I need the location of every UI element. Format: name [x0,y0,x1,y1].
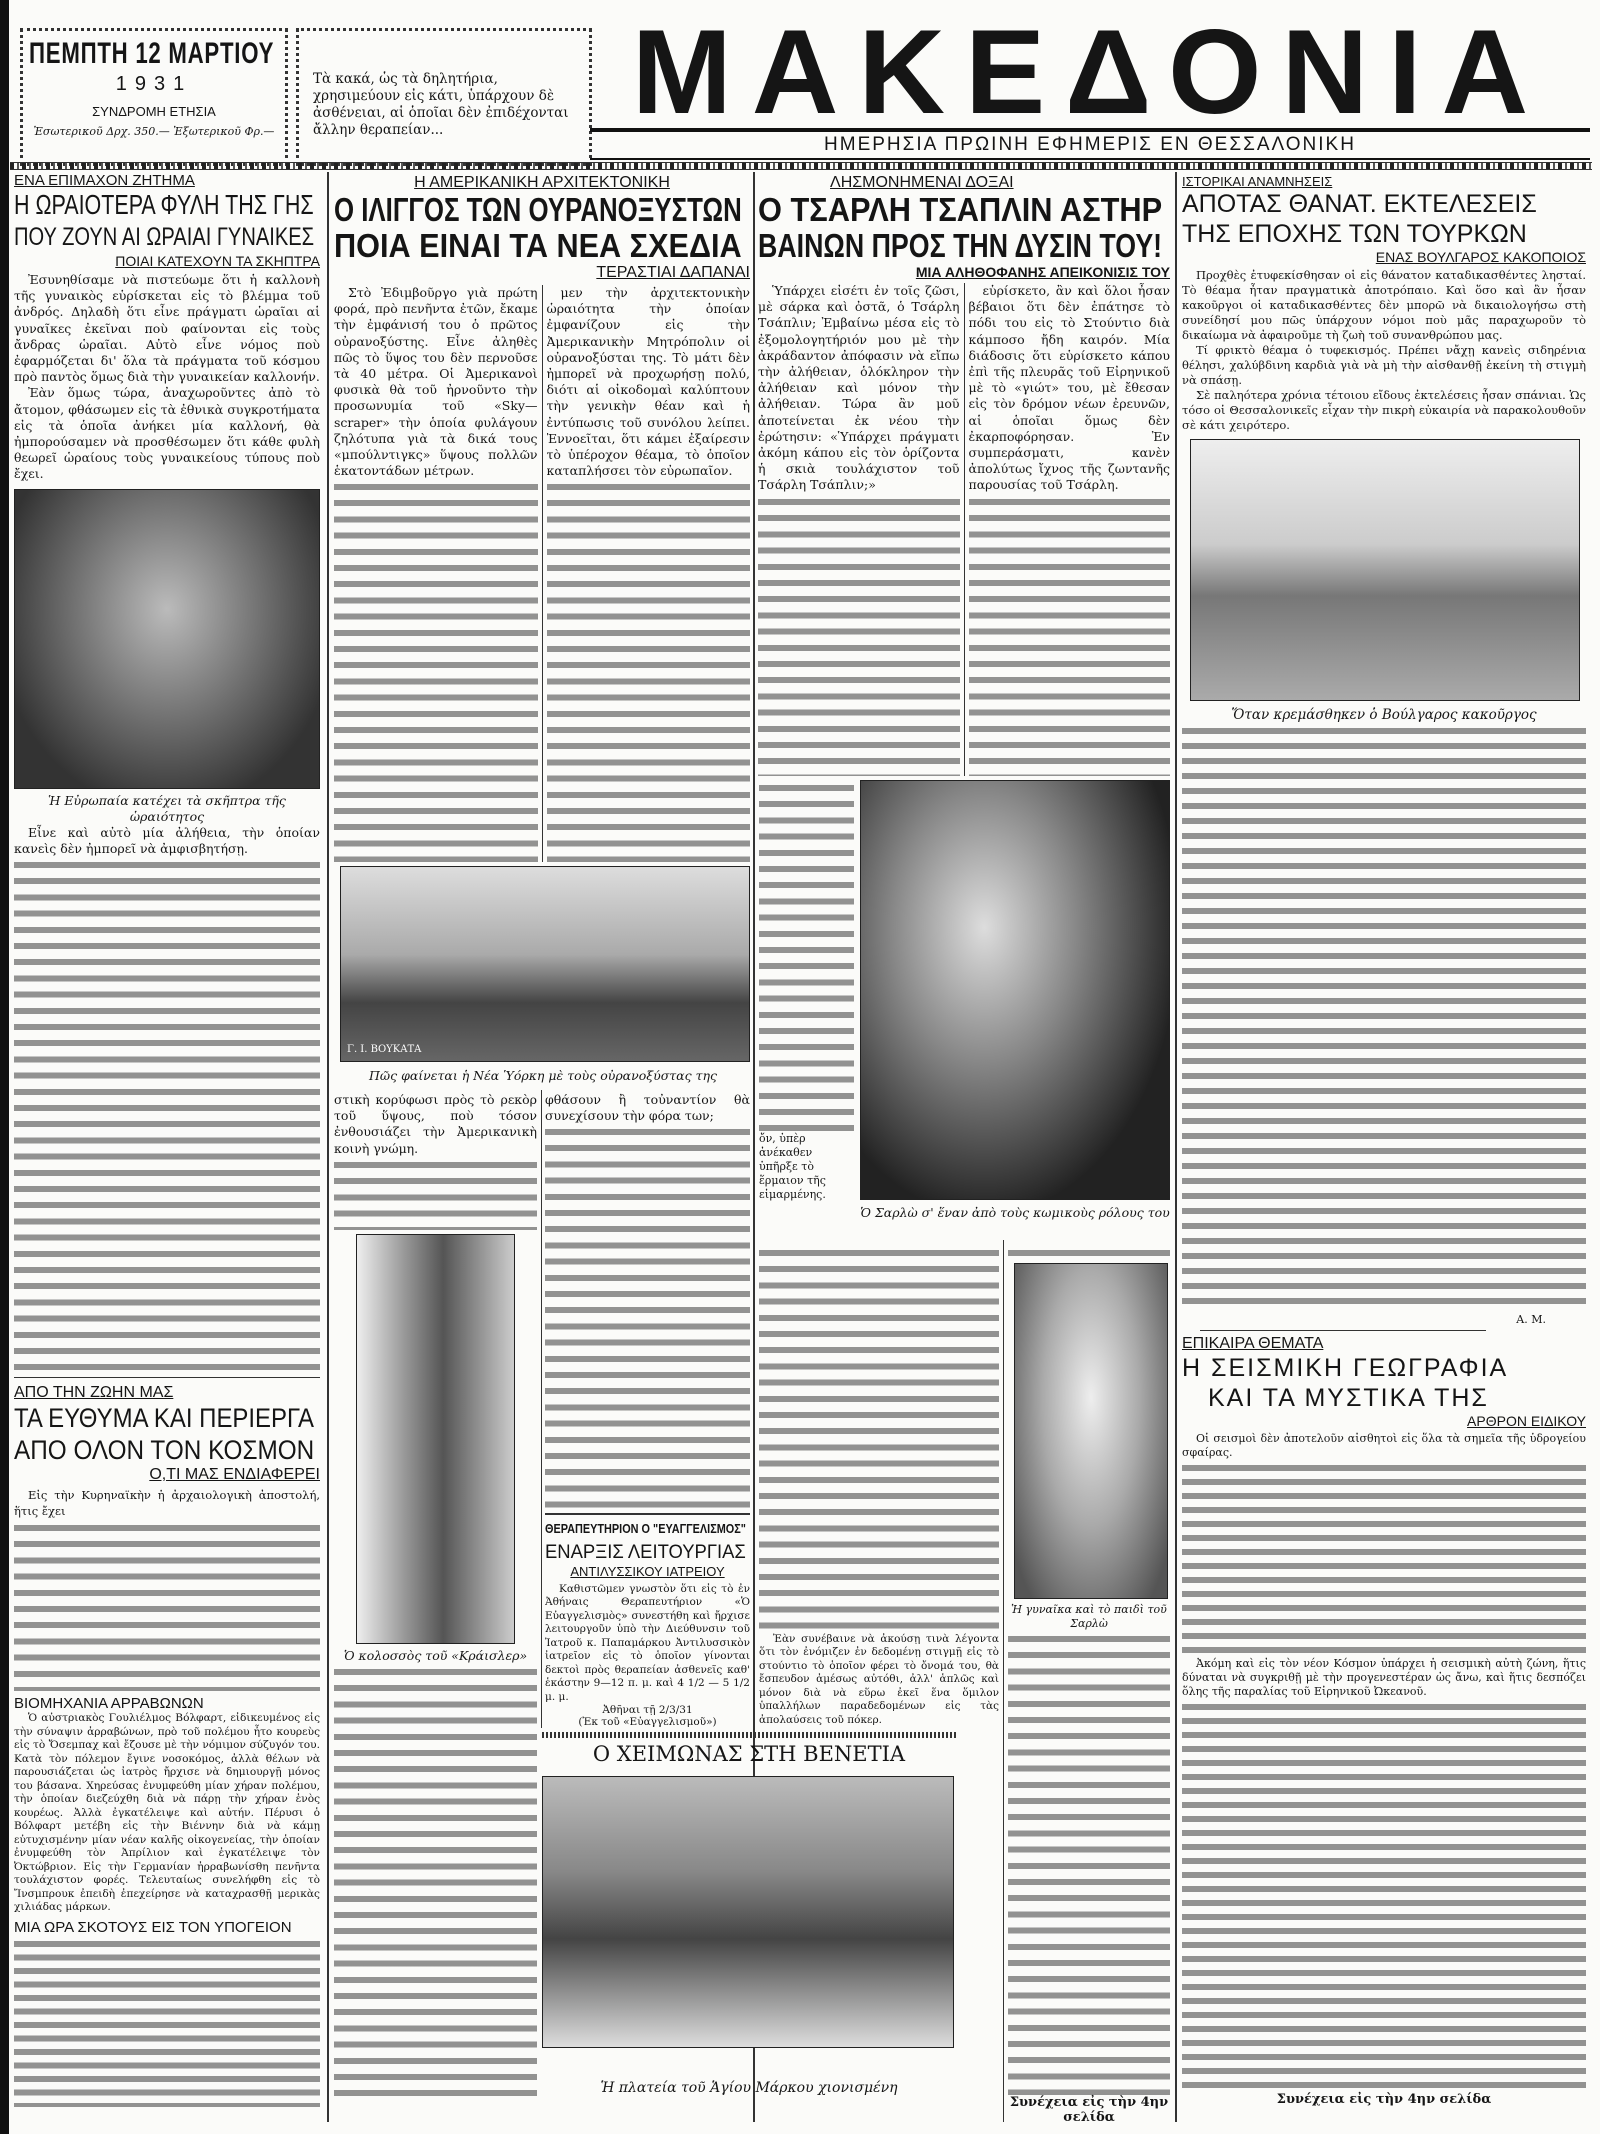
headline [1182,1353,1586,1383]
headline [14,221,320,253]
announcement-body: Καθιστῶμεν γνωστὸν ὅτι εἰς τὸ ἐν Ἀθήναις Θεραπευτήριον «Ὁ Εὐαγγελισμὸς» συνεστήθη καὶ ἤρχισε λειτουργοῦν ὑπὸ τὴν Διεύθυνσιν τοῦ Ἰατροῦ κ. Παπαμάρκου Ἀντιλυσσικὸν ἰατρεῖον εἰς τὸ ὁποῖον γίνονται δεκτοὶ πρὸς θεραπείαν ἀσθενεῖς καθ' ἑκάστην 9—12 π. μ. καὶ 4 1/2 — 5 1/2 μ. μ. [545,1582,750,1703]
photo-credit: Γ. Ι. ΒΟΥΚΑΤΑ [347,1044,422,1055]
paragraph: Προχθὲς ἐτυφεκίσθησαν οἱ εἰς θάνατον καταδικασθέντες λησταί. Τὸ θέαμα ἦταν πραγματικὰ ἀποτρόπαιο. Καὶ ὅσο καὶ ἂν ἦσαν κακοῦργοι οἱ καταδικασθέντες δὲν μπορῶ νὰ δικαιολογήσω στὴ συνείδησί μου πῶς ὑπάρχουν νόμοι ποὺ μᾶς παραχωροῦν τὸ δικαίωμα νὰ ἀφαιροῦμε τὴ ζωὴ τοῦ συνανθρώπου μας. [1182,268,1586,342]
subheadline: ΠΟΙΑΙ ΚΑΤΕΧΟΥΝ ΤΑ ΣΚΗΠΤΡΑ [115,253,320,269]
new-york-skyline-photo [340,866,750,1062]
article-body-text [1182,1699,1586,2092]
clinic-announcement [545,1513,750,1729]
issue-date [29,37,279,71]
column-3-lower-right [1008,1245,1170,2125]
headline-text: ΠΟΙΑ ΕΙΝΑΙ ΤΑ ΝΕΑ ΣΧΕΔΙΑ [334,227,742,264]
subheadline: ΑΡΘΡΟΝ ΕΙΔΙΚΟΥ [1467,1413,1586,1429]
divider [14,1377,320,1378]
article-body-text [758,494,960,776]
subscription-label: ΣΥΝΔΡΟΜΗ ΕΤΗΣΙΑ [92,104,216,119]
article-body-text [334,1157,537,1230]
article-body: Οἱ σεισμοὶ δὲν ἀποτελοῦν αἰσθητοὶ εἰς ὅλα τὰ σημεῖα τῆς ὑδρογείου σφαίρας. [1182,1432,1586,1459]
column-rule [1003,1240,1004,2122]
headline-text: Η ΩΡΑΙΟΤΕΡΑ ΦΥΛΗ ΤΗΣ ΓΗΣ [14,189,314,220]
headline-text: ΤΗΣ ΕΠΟΧΗΣ ΤΩΝ ΤΟΥΡΚΩΝ [1182,220,1527,248]
column-4 [1182,174,1586,2107]
issue-date-text: ΠΕΜΠΤΗ 12 ΜΑΡΤΙΟΥ [29,37,275,70]
article-columns [334,285,750,862]
article-body-text [759,1245,999,1633]
article-body-text [759,780,854,1132]
masthead-text: ΜΑΚΕΔΟΝΙΑ [631,5,1549,139]
woman-portrait-photo [14,489,320,789]
column-rule [1175,172,1177,2122]
announcement-source: (Ἐκ τοῦ «Εὐαγγελισμοῦ») [578,1716,717,1728]
kicker: ΑΠΟ ΤΗΝ ΖΩΗΝ ΜΑΣ [14,1384,174,1402]
article-body-text [545,1124,750,1508]
headline-text: Ο ΙΛΙΓΓΟΣ ΤΩΝ ΟΥΡΑΝΟΞΥΣΤΩΝ [334,191,742,228]
issue-year: 1931 [115,73,193,95]
photo-caption: Ἡ Εὐρωπαία κατέχει τὰ σκῆπτρα τῆς ὡραιότητος [48,792,286,824]
headline [334,192,750,228]
article-body-text [14,857,320,1371]
announcement-subheadline: ΑΝΤΙΛΥΣΣΙΚΟΥ ΙΑΤΡΕΙΟΥ [570,1563,725,1579]
section-heading: ΒΙΟΜΗΧΑΝΙΑ ΑΡΡΑΒΩΝΩΝ [14,1695,204,1713]
column-rule [327,172,329,2122]
masthead [590,5,1590,139]
column-3-narrow [759,780,854,1202]
headline [334,228,750,264]
column-3-lower-left [759,1245,999,1727]
article-body-text [1182,723,1586,1313]
article-body: Ὑπάρχει εἰσέτι ἐν τοῖς ζῶσι, μὲ σάρκα καὶ ὀστᾶ, ὁ Τσάρλη Τσάπλιν; Ἐμβαίνω μέσα εἰς τὸ ἐξομολογητήριόν μου μὲ τὴν ἀκράδαντον ἀπόφασιν νὰ εἴπω τὴν ἀλήθειαν, ὁλόκληρον τὴν ἀλήθειαν καὶ μόνον τὴν ἀλήθειαν. Τώρα ἂν μοῦ ἀποτείνεται ἐκ νέου τὴν ἐρώτησιν: «Ὑπάρχει πράγματι ἀκόμη κάπου εἰς τὸν ὁρίζοντα ἡ σκιὰ τουλάχιστον τοῦ Τσάρλη Τσάπλιν;» [758,283,960,493]
article-body: ὄν, ὑπὲρ ἀνέκαθεν ὑπῆρξε τὸ ἕρμαιον τῆς εἱμαρμένης. [759,1132,826,1201]
article-body: Εἶνε καὶ αὐτὸ μία ἀλήθεια, τὴν ὁποίαν κανεὶς δὲν ἠμπορεῖ νὰ ἀμφισβητήσῃ. [14,824,320,856]
subcolumn [969,283,1171,776]
headline [758,228,1170,264]
continued-on-page-link[interactable]: Συνέχεια εἰς τὴν 4ην σελίδα [1009,2095,1169,2125]
subheadline: ΕΝΑΣ ΒΟΥΛΓΑΡΟΣ ΚΑΚΟΠΟΙΟΣ [1375,249,1586,265]
subcolumn [547,285,751,862]
column-rule [541,1090,542,1728]
headline [758,192,1170,228]
article-body: εὑρίσκετο, ἂν καὶ ὅλοι ἦσαν βέβαιοι ὅτι δὲν ἐπάτησε τὸ πόδι του εἰς τὸ Στούντιο διὰ κάμποσο ἤδη καιρόν. Μία διάδοσις ὅτι εὑρίσκετο κάπου ἐπὶ τῆς πλευρᾶς τοῦ Εἰρηνικοῦ μὲ τὸ «γιώτ» του, μὲ ἔθεσαν εἰς τὸν δρόμον νέων ἐρευνῶν, αἱ ὁποῖαι ὅμως δὲν ἐκαρποφόρησαν. Ἐν συμπεράσματι, κανὲν ἀπολύτως ἴχνος τῆς ζωντανῆς παρουσίας τοῦ Τσάρλη. [968,283,1170,493]
headline-text: ΑΠΟΤΑΣ ΘΑΝΑΤ. ΕΚΤΕΛΕΣΕΙΣ [1182,190,1537,218]
author-signature: Α. Μ. [1516,1313,1546,1326]
article-body: φθάσουν ἢ τοὐναντίον θὰ συνεχίσουν τὴν φόρα των; [545,1092,750,1124]
photo-caption: Ὁ κολοσσὸς τοῦ «Κράισλερ» [343,1647,528,1663]
subheadline: ΜΙΑ ΑΛΗΘΟΦΑΝΗΣ ΑΠΕΙΚΟΝΙΣΙΣ ΤΟΥ [915,264,1170,280]
photo-caption: Ἡ γυναῖκα καὶ τὸ παιδὶ τοῦ Σαρλὼ [1011,1603,1167,1630]
venice-title: Ο ΧΕΙΜΩΝΑΣ ΣΤΗ ΒΕΝΕΤΙΑ [592,1742,906,1766]
subcolumn [334,285,543,862]
headline [1182,189,1586,219]
venice-square-photo [542,1776,954,2048]
kicker: Η ΑΜΕΡΙΚΑΝΙΚΗ ΑΡΧΙΤΕΚΤΟΝΙΚΗ [414,174,670,191]
article-body [1182,268,1586,433]
article-body: Ἀκόμη καὶ εἰς τὸν νέον Κόσμον ὑπάρχει ἡ σεισμικὴ αὐτὴ ζώνη, ἥτις δύναται νὰ συγκριθῇ μὲ τὴν προγενεστέραν ὡς ἄνω, καὶ ἥτις δεσπόζει ὅλης τῆς παραλίας τοῦ Εἰρηνικοῦ Ὠκεανοῦ. [1182,1656,1586,1698]
kicker: ΕΝΑ ΕΠΙΜΑΧΟΝ ΖΗΤΗΜΑ [14,172,195,189]
column-1 [14,172,320,2107]
article-body-text [1182,1460,1586,1657]
article-body-text [334,479,538,862]
tagline [590,134,1590,160]
photo-caption: Ἡ πλατεία τοῦ Ἁγίου Μάρκου χιονισμένη [600,2080,898,2096]
headline-text: ΑΠΟ ΟΛΟΝ ΤΟΝ ΚΟΣΜΟΝ [14,1435,315,1466]
column-2-lower-right [545,1092,750,1728]
announcement-title [545,1521,750,1536]
column-2-lower-left [334,1092,537,2102]
wife-and-child-photo [1014,1263,1168,1599]
subheadline: ΤΕΡΑΣΤΙΑΙ ΔΑΠΑΝΑΙ [596,264,750,281]
article-body-text [1008,1245,1170,1263]
announcement-title-text: ΘΕΡΑΠΕΥΤΗΡΙΟΝ Ο "ΕΥΑΓΓΕΛΙΣΜΟΣ" [545,1520,746,1536]
photo-caption: Ὅταν κρεμάσθηκεν ὁ Βούλγαρος κακοῦργος [1231,707,1537,723]
subheadline: Ο,ΤΙ ΜΑΣ ΕΝΔΙΑΦΕΡΕΙ [149,1466,320,1484]
article-body [14,272,320,483]
ornament-rule [10,162,1592,170]
article-body-text [1008,1631,1170,2095]
article-body: Ἐὰν συνέβαινε νὰ ἀκούσῃ τινὰ λέγοντα ὅτι τὸν ἐνόμιζεν ἐν δεδομένῃ στιγμῇ εἰς τὸ στούντιο τὸ ὁποῖον φέρει τὸ ὄνομά του, θὰ ἔσπευδον ἀμέσως αὐτόθι, ἀλλ' ἁπλῶς καὶ μόνον διὰ νὰ εὕρω ἐκεῖ ἕνα ὅμιλον ὑπαλλήλων παραδεδομένων εἰς τὰς ἀπολαύσεις τοῦ πόκερ. [759,1632,999,1726]
headline-text: ΠΟΥ ΖΟΥΝ ΑΙ ΩΡΑΙΑΙ ΓΥΝΑΙΚΕΣ [14,223,315,251]
article-body-text [547,479,751,862]
article-body: μεν τὴν ἀρχιτεκτονικὴν ὡραιότητα τὴν ὁποίαν ἐμφανίζουν εἰς τὴν Ἀμερικανικὴν Μητρόπολιν οἱ οὐρανοξύσται της. Τὸ μάτι δὲν ἠμπορεῖ νὰ προχωρήσῃ πολύ, διότι αἱ οἰκοδομαὶ καλύπτουν τὴν γενικὴν θέαν καὶ ἡ ἐντύπωσις τοῦ συνόλου λείπει. Ἐννοεῖται, ὅτι κάμει ἐξαίρεσιν τὸ ὑπέροχον θέαμα, τὸ ὁποῖον καταπλήσσει τὸν εὐρωπαῖον. [546,285,750,479]
headline-text: ΚΑΙ ΤΑ ΜΥΣΤΙΚΑ ΤΗΣ [1208,1384,1489,1412]
headline [14,1402,320,1434]
headline-text: Ο ΤΣΑΡΛΗ ΤΣΑΠΛΙΝ ΑΣΤΗΡ [758,191,1163,228]
tagline-text: ΗΜΕΡΗΣΙΑ ΠΡΩΙΝΗ ΕΦΗΜΕΡΙΣ ΕΝ ΘΕΣΣΑΛΟΝΙΚΗ [824,134,1356,155]
ornament-rule [542,1732,956,1738]
article-body-text [14,1520,320,1691]
page-edge [0,0,9,2134]
date-box [20,28,288,166]
announcement-place: Ἀθῆναι τῇ 2/3/31 [602,1704,693,1716]
headline [14,1434,320,1466]
paragraph: Ἐσυνηθίσαμε νὰ πιστεύωμε ὅτι ἡ καλλονὴ τῆς γυναικὸς εὑρίσκεται εἰς τὸ βλέμμα τοῦ ἀνδρός. Δηλαδὴ ὅτι εἶνε πράγματι ὡραῖαι αἱ γυναῖκες ἐκεῖναι ποὺ φαίνονται εἰς τοὺς ἄνδρας ὡραῖαι. Αὐτὸ εἶνε νόμος ποὺ ἐφαρμόζεται δι' ὅλα τὰ πράγματα τοῦ κόσμου πρὸ παντὸς ὅμως διὰ τὴν γυναικείαν καλλονήν. [14,272,320,385]
headline-text: ΒΑΙΝΩΝ ΠΡΟΣ ΤΗΝ ΔΥΣΙΝ ΤΟΥ! [758,227,1163,264]
divider [1200,1330,1486,1331]
column-3 [758,174,1170,776]
headline-text: Η ΣΕΙΣΜΙΚΗ ΓΕΩΓΡΑΦΙΑ [1182,1354,1509,1382]
article-body: Στὸ Ἐδιμβοῦργο γιὰ πρώτη φορά, πρὸ πενῆντα ἐτῶν, ἔκαμε τὴν ἐμφάνισή του ὁ πρῶτος οὐρανοξύστης. Εἶνε ἀληθὲς πῶς τὸ ὕψος του δὲν περνοῦσε τὰ 40 μέτρα. Οἱ Ἀμερικανοὶ φυσικὰ θὰ τοῦ ἠρνοῦντο τὴν προσωνυμία τοῦ «Sky—scraper» τὴν ὁποία φυλάγουν ζηλότυπα γιὰ τὰ δικά τους «μπούλντιγκς» ὕψους πολλῶν ἑκατοντάδων μέτρων. [334,285,538,479]
kicker: ΙΣΤΟΡΙΚΑΙ ΑΝΑΜΝΗΣΕΙΣ [1182,174,1333,189]
headline [1182,219,1586,249]
article-body-text [334,1664,537,2102]
chrysler-building-photo [356,1234,515,1644]
headline [1182,1383,1586,1413]
paragraph: Ἐὰν ὅμως τώρα, ἀναχωροῦντες ἀπὸ τὸ ἄτομον, φθάσωμεν εἰς τὰ ἐθνικὰ συγκροτήματα εἰς τὰ ὁποῖα ἀνήκει μία καλλονή, θὰ ἠμπορούσαμεν νὰ προσθέσωμεν ὅτι κάθε φυλὴ θεωρεῖ ὡραίους τοὺς γυναικείους τύπους ποὺ ἔχει. [14,385,320,482]
quote-box: Τὰ κακά, ὡς τὰ δηλητήρια, χρησιμεύουν εἰς κάτι, ὑπάρχουν δὲ ἀσθένειαι, αἱ ὁποῖαι δὲν ἐπιδέχονται ἄλλην θεραπείαν... [296,28,592,166]
headline [14,189,320,221]
subcolumn [758,283,965,776]
section-heading: ΜΙΑ ΩΡΑ ΣΚΟΤΟΥΣ ΕΙΣ ΤΟΝ ΥΠΟΓΕΙΟΝ [14,1918,292,1936]
paragraph: Σὲ παληότερα χρόνια τέτοιου εἴδους ἐκτελέσεις ἦσαν σπάνιαι. Ὡς τόσο οἱ Θεσσαλονικεῖς εἶχαν τὴν πικρὴ εὐκαιρία νὰ παρακολουθοῦν σὲ κάτι χειρότερο. [1182,388,1586,432]
paragraph: Τί φρικτὸ θέαμα ὁ τυφεκισμός. Πρέπει νἄχῃ κανεὶς σιδηρένια θέλησι, χαλύβδινη καρδιὰ γιὰ νὰ μὴ τὴν αἰσθανθῇ ἐκείνη τὴ στιγμὴ νὰ σπάσῃ. [1182,343,1586,387]
continued-on-page-link[interactable]: Συνέχεια εἰς τὴν 4ην σελίδα [1276,2092,1492,2107]
execution-scene-photo [1190,439,1580,701]
article-body: Εἰς τὴν Κυρηναϊκὴν ἡ ἀρχαιολογικὴ ἀποστολή, ἥτις ἔχει [14,1488,320,1519]
photo-caption: Πῶς φαίνεται ἡ Νέα Ὑόρκη μὲ τοὺς οὐρανοξύστας της [369,1068,717,1083]
chaplin-photo [860,780,1170,1200]
article-body: στικὴ κορύφωσι πρὸς τὸ ρεκὸρ τοῦ ὕψους, ποὺ τόσον ἐνθουσιάζει τὴν Ἀμερικανικὴ κοινὴ γνώμη. [334,1092,537,1156]
headline-text: ΤΑ ΕΥΘΥΜΑ ΚΑΙ ΠΕΡΙΕΡΓΑ [14,1403,314,1434]
article-columns [758,283,1170,776]
article-body-text [969,494,1171,776]
kicker: ΕΠΙΚΑΙΡΑ ΘΕΜΑΤΑ [1182,1335,1324,1352]
article-body-text [14,1936,320,2107]
announcement-headline-text: ΕΝΑΡΞΙΣ ΛΕΙΤΟΥΡΓΙΑΣ [545,1541,746,1563]
article-body: Ὁ αὐστριακὸς Γουλιέλμος Βόλφαρτ, εἰδικευμένος εἰς τὴν σύναψιν ἀρραβώνων, πρὸ τοῦ πολέμου ἦτο κουρεὺς εἰς τὸ Ὄσεμπαχ καὶ ἔζουσε μὲ τὴν νόμιμον σύζυγόν του. Κατὰ τὸν πόλεμον ἔγινε νοσοκόμος, ἀλλὰ θέλων νὰ παρουσιάζεται ὡς ἰατρὸς ἤρχισε νὰ δημιουργῇ μόνος του βάσανα. Χηρεύσας ἐνυμφεύθη μίαν χήραν πολέμου, τὴν ὁποίαν διεζεύχθη διὰ νὰ πάρῃ τὴν χήραν ἑνὸς κουρέως. Ἀλλὰ ἐγκατέλειψε καὶ αὐτήν. Πέρυσι ὁ Βόλφαρτ μετέβη εἰς τὴν Βιέννην διὰ νὰ κάμῃ εὐτυχισμένην μίαν νέαν καλῆς οἰκογενείας, τὴν ὁποίαν ἐνυμφεύθη τὸν Ἀπρίλιον καὶ ἐγκατέλειψε τὸν Ὀκτώβριον. Εἰς τὴν Γερμανίαν ἠρραβωνίσθη πενῆντα τουλάχιστον φορές. Τελευταίως συνελήφθη εἰς τὸ Ἴνσμπρουκ ἐπειδὴ ἐπεχείρησε νὰ καταχρασθῇ μερικὰς χιλιάδας μάρκων. [14,1712,320,1914]
subscription-prices: Ἐσωτερικοῦ Δρχ. 350.— Ἐξωτερικοῦ Φρ.— [33,125,275,138]
kicker: ΛΗΣΜΟΝΗΜΕΝΑΙ ΔΟΞΑΙ [830,174,1014,191]
column-2 [334,174,750,862]
photo-caption: Ὁ Σαρλὼ σ' ἕναν ἀπὸ τοὺς κωμικοὺς ρόλους του [860,1205,1170,1220]
announcement-headline [545,1542,750,1564]
